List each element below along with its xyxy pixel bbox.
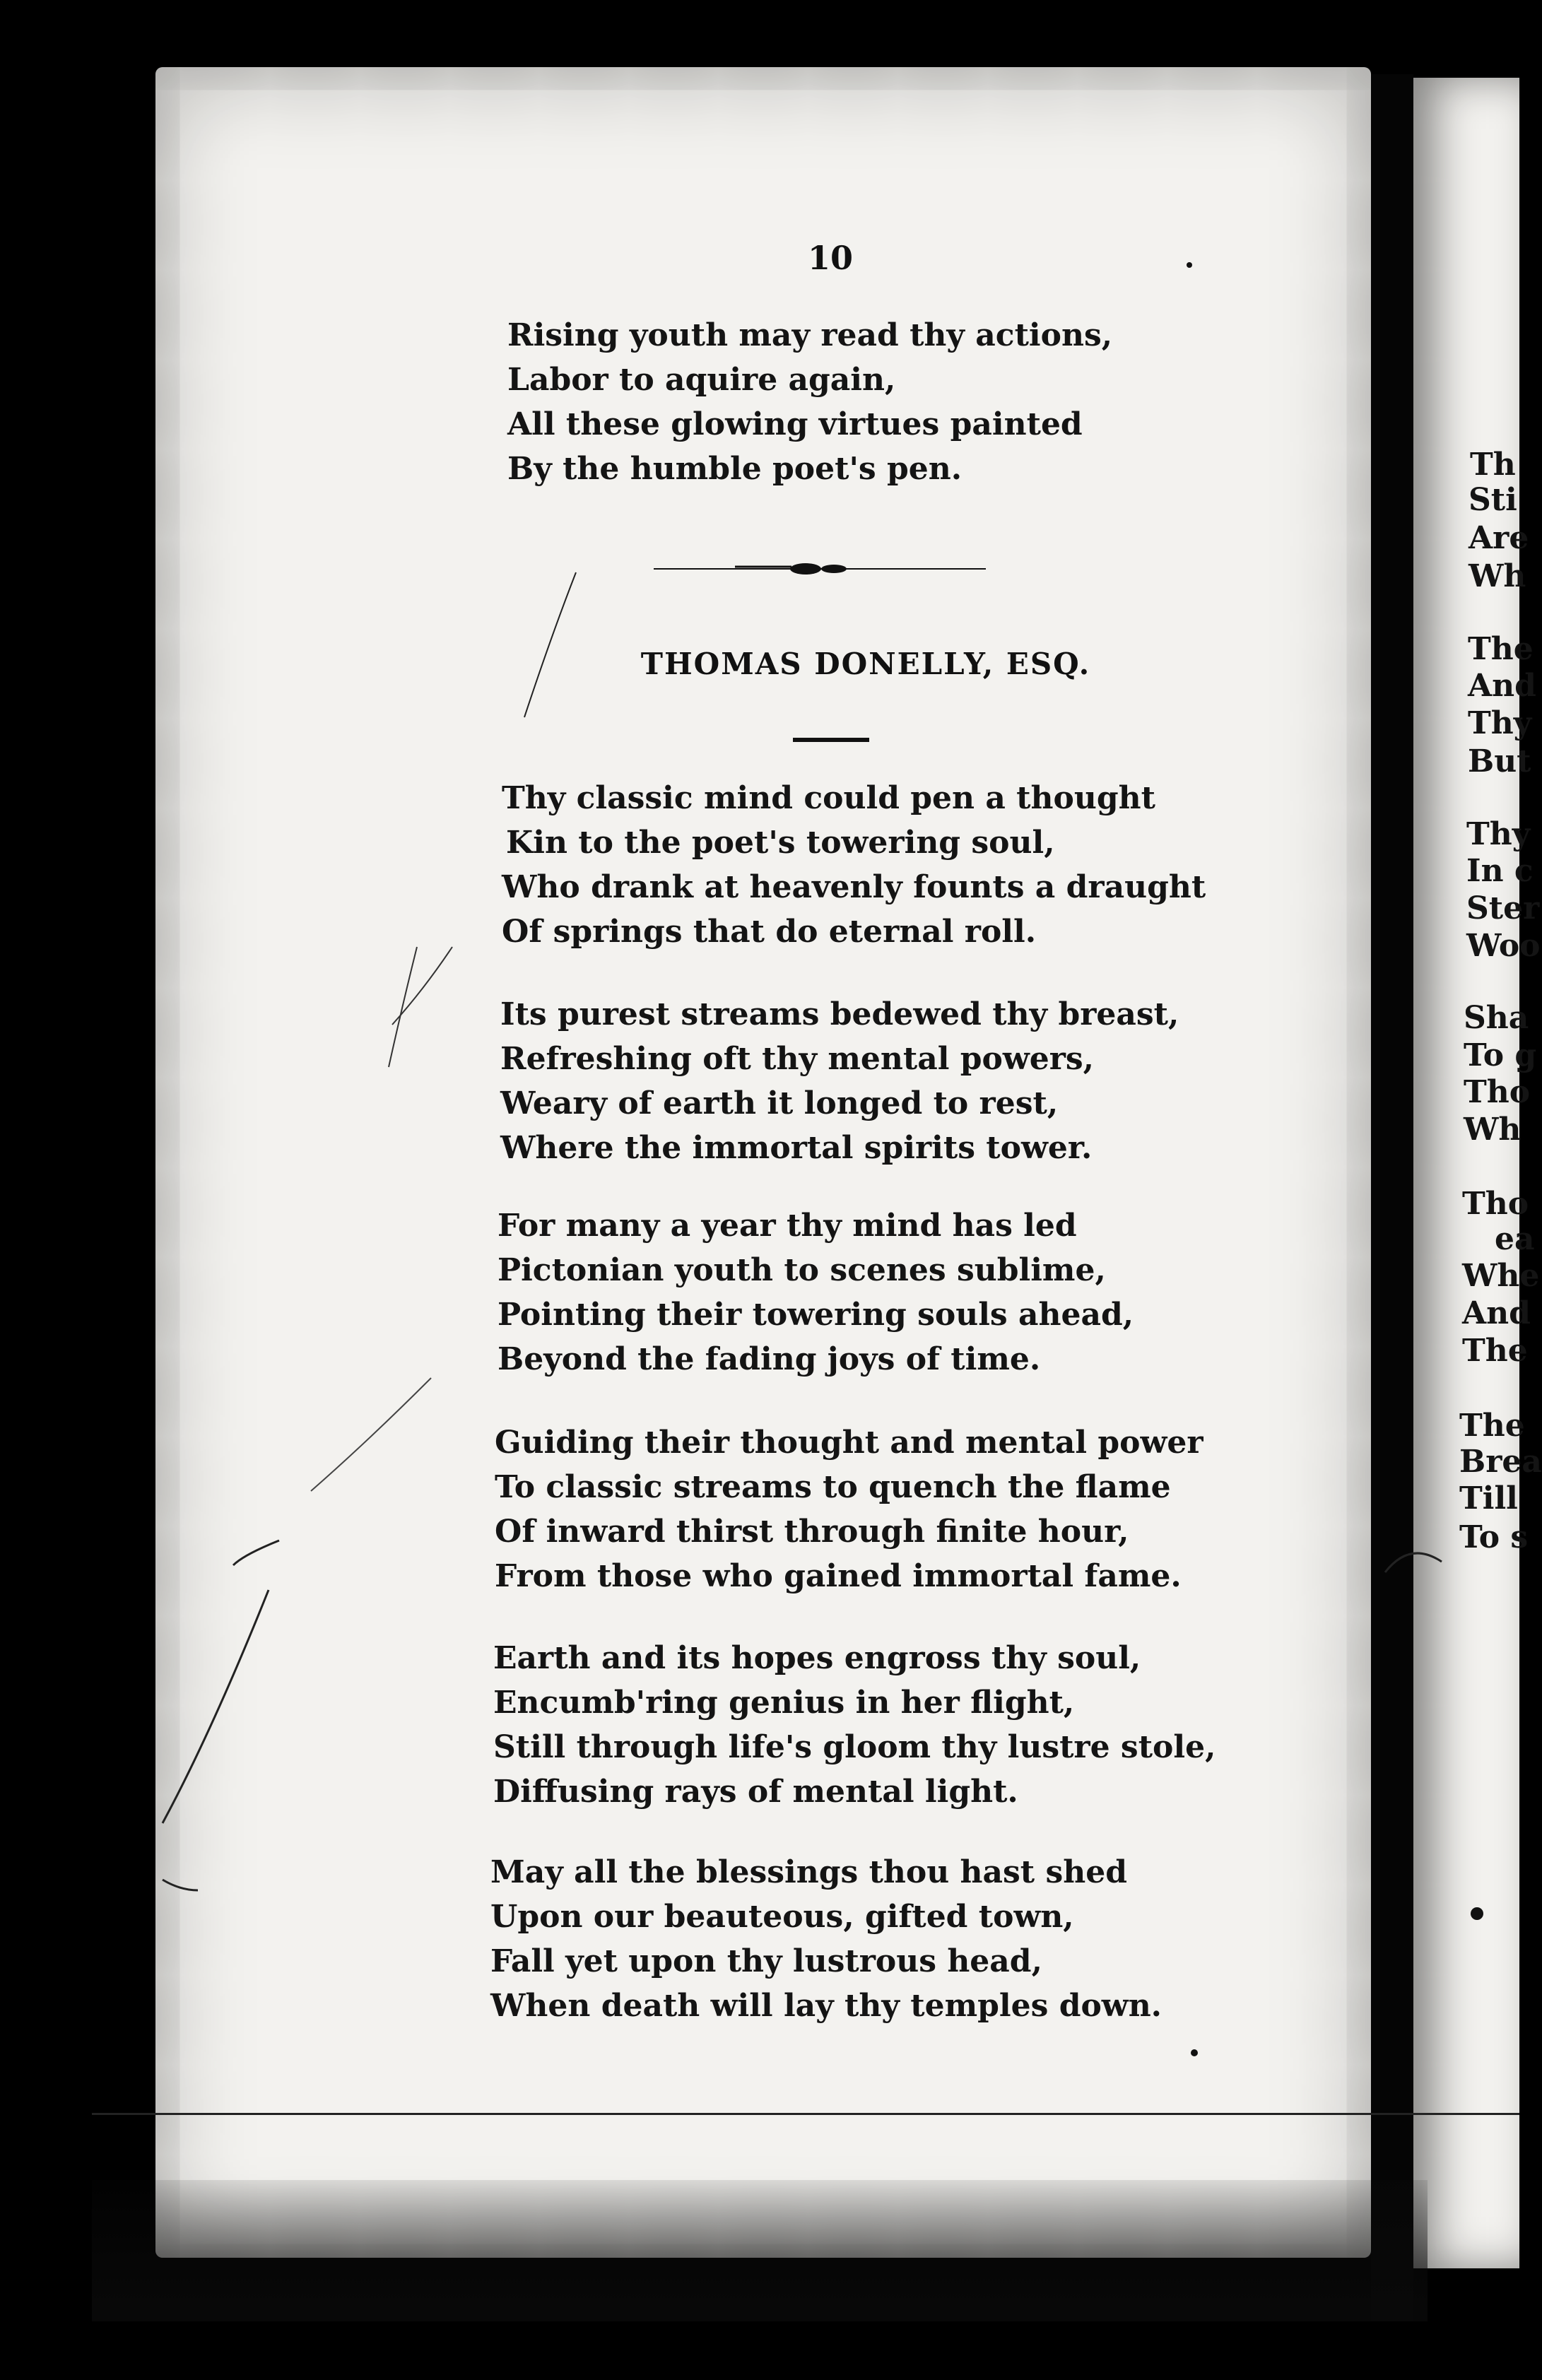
facing-page-fragment: ea — [1495, 1221, 1535, 1257]
poem-line: May all the blessings thou hast shed — [490, 1854, 1127, 1890]
poem-line: Weary of earth it longed to rest, — [500, 1085, 1059, 1121]
facing-page-fragment: Ster — [1466, 890, 1540, 926]
facing-page-fragment: Sti — [1469, 482, 1517, 518]
poem-line: Labor to aquire again, — [507, 362, 896, 398]
facing-page-fragment: And — [1462, 1295, 1531, 1331]
poem-line: Of springs that do eternal roll. — [502, 914, 1037, 950]
poem-line: Diffusing rays of mental light. — [493, 1774, 1018, 1810]
poem-line: Encumb'ring genius in her flight, — [493, 1685, 1075, 1721]
facing-page-fragment: The — [1459, 1408, 1525, 1444]
facing-page-fragment: The — [1468, 631, 1534, 667]
poem-title: THOMAS DONELLY, ESQ. — [640, 647, 1091, 681]
poem-line: From those who gained immortal fame. — [495, 1558, 1182, 1594]
facing-page-fragment: Whe — [1462, 1258, 1540, 1294]
poem-line: By the humble poet's pen. — [507, 451, 963, 487]
poem-line: Refreshing oft thy mental powers, — [500, 1041, 1094, 1077]
poem-line: Thy classic mind could pen a thought — [502, 780, 1155, 816]
facing-page-fragment: But — [1468, 743, 1531, 779]
facing-page-fragment: And — [1468, 668, 1536, 704]
poem-line: Upon our beauteous, gifted town, — [490, 1899, 1074, 1935]
poem-line: Where the immortal spirits tower. — [500, 1130, 1093, 1166]
facing-page-fragment: Th — [1470, 447, 1516, 483]
facing-page-fragment: To s — [1459, 1519, 1529, 1555]
poem-line: For many a year thy mind has led — [498, 1208, 1077, 1244]
facing-page-fragment: Brea — [1459, 1444, 1542, 1480]
facing-page-fragment: Thy — [1466, 816, 1531, 852]
poem-line: Its purest streams bedewed thy breast, — [500, 996, 1179, 1032]
facing-page-fragment: Sha — [1464, 1000, 1529, 1036]
facing-page-fragment: In c — [1466, 853, 1534, 889]
poem-line: Fall yet upon thy lustrous head, — [490, 1943, 1042, 1979]
facing-page-fragment: Woo — [1466, 928, 1541, 964]
page-number: 10 — [807, 239, 853, 277]
facing-page-fragment: Till — [1459, 1480, 1518, 1516]
facing-page-fragment: Wh — [1464, 1112, 1522, 1148]
poem-line: To classic streams to quench the flame — [495, 1469, 1171, 1505]
poem-line: Rising youth may read thy actions, — [507, 317, 1113, 353]
poem-line: Pointing their towering souls ahead, — [498, 1297, 1134, 1333]
poem-line: Kin to the poet's towering soul, — [506, 825, 1055, 861]
facing-page-fragment: Are — [1469, 520, 1529, 556]
facing-page-fragment: Thy — [1468, 705, 1532, 741]
poem-line: When death will lay thy temples down. — [490, 1988, 1162, 2024]
facing-page-fragment: To g — [1464, 1037, 1537, 1073]
facing-page-fragment: Tho — [1462, 1186, 1529, 1222]
poem-line: All these glowing virtues painted — [507, 406, 1083, 442]
poem-line: Who drank at heavenly founts a draught — [502, 869, 1206, 905]
poem-line: Earth and its hopes engross thy soul, — [493, 1640, 1141, 1676]
facing-page-fragment: Tho — [1464, 1074, 1531, 1110]
poem-line: Pictonian youth to scenes sublime, — [498, 1252, 1106, 1288]
poem-line: Still through life's gloom thy lustre stole, — [493, 1729, 1216, 1765]
facing-page-fragment: The — [1462, 1333, 1528, 1369]
facing-page-fragment: Wh — [1469, 558, 1526, 594]
poem-line: Of inward thirst through finite hour, — [495, 1514, 1129, 1550]
poem-line: Guiding their thought and mental power — [495, 1425, 1203, 1461]
poem-line: Beyond the fading joys of time. — [498, 1341, 1041, 1377]
